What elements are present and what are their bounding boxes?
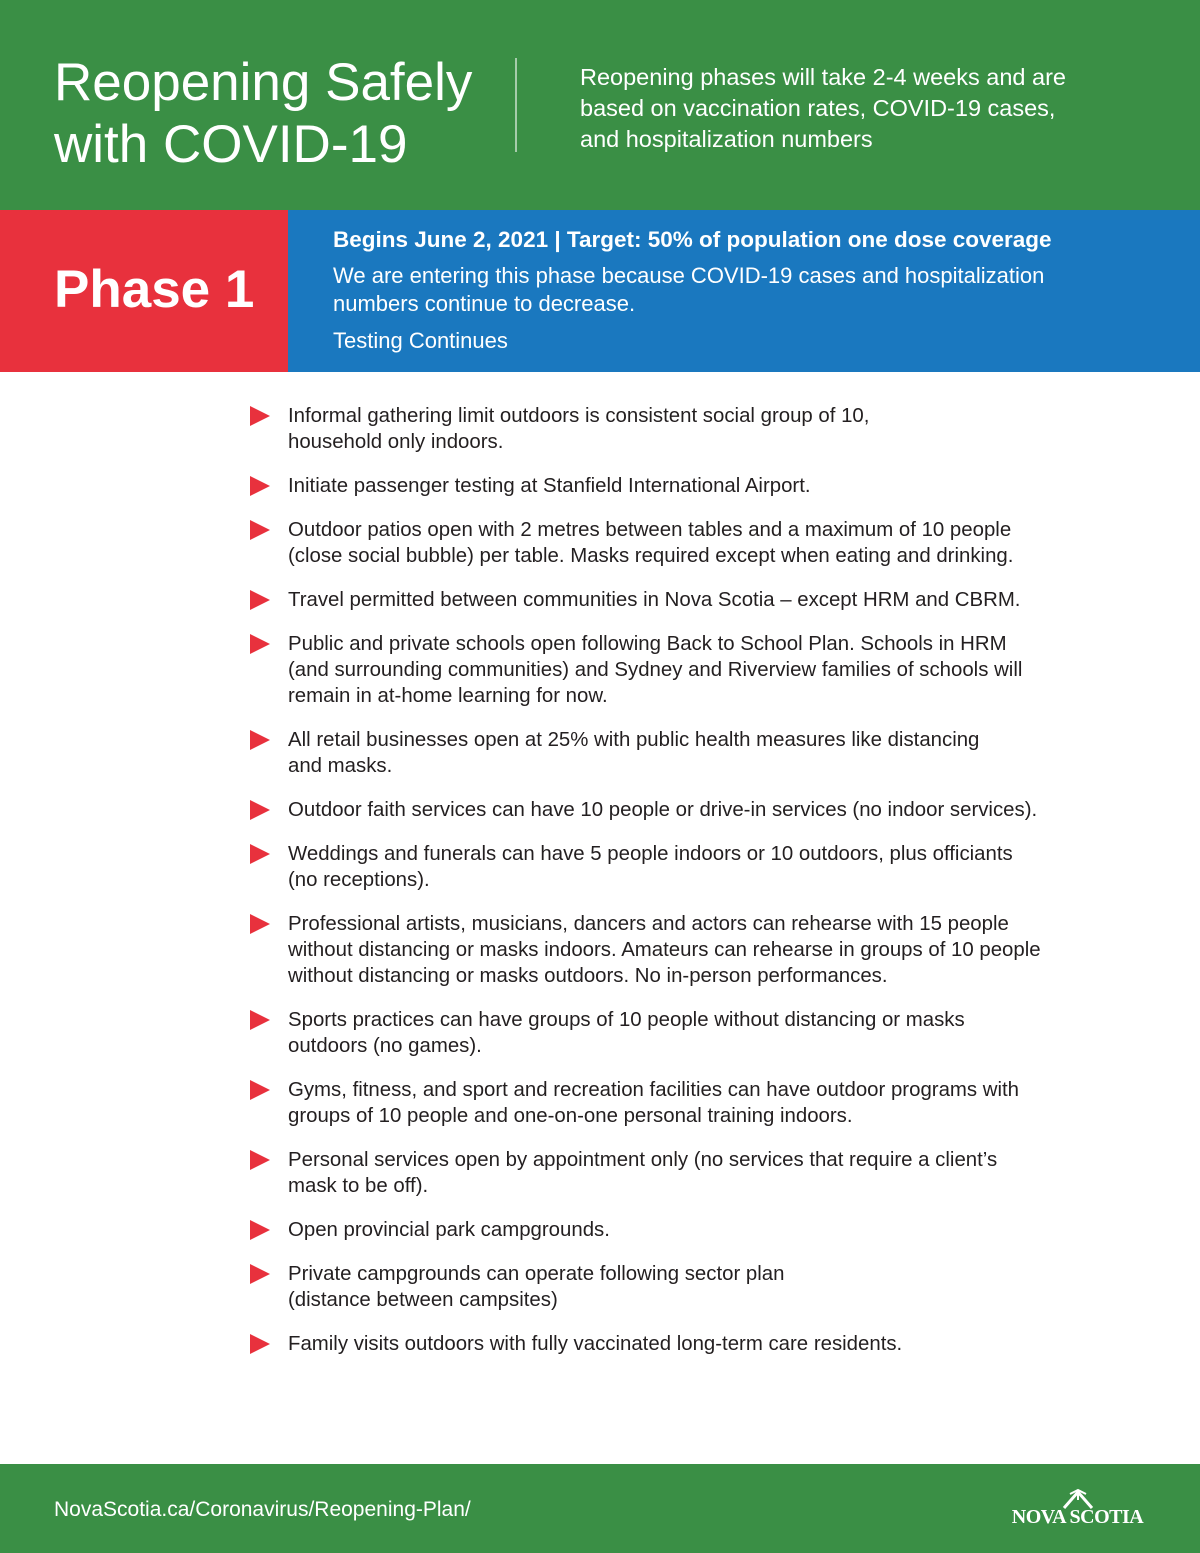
intro-line-1: Reopening phases will take 2-4 weeks and are (580, 64, 1066, 90)
list-item-text: (no receptions). (288, 869, 430, 891)
list-item-text: Family visits outdoors with fully vaccinated long-term care residents. (288, 1333, 903, 1355)
list-item-text: Personal services open by appointment only (no services that require a client’s (288, 1149, 998, 1171)
phase-reason-line-1: We are entering this phase because COVID-19 cases and hospitalization (333, 263, 1045, 288)
list-item-text: groups of 10 people and one-on-one personal training indoors. (288, 1105, 853, 1127)
bullet-arrow-icon (250, 1080, 270, 1100)
intro-line-2: based on vaccination rates, COVID-19 cases, (580, 95, 1056, 121)
list-item (250, 1331, 1120, 1357)
bullet-arrow-icon (250, 406, 270, 426)
bullet-arrow-icon (250, 1150, 270, 1170)
phase-note: Testing Continues (333, 328, 508, 353)
title-line-2: with COVID-19 (54, 115, 408, 174)
list-item-text: mask to be off). (288, 1175, 429, 1197)
list-item-text: remain in at-home learning for now. (288, 685, 608, 707)
phase-reason (333, 262, 1133, 318)
phase-label: Phase 1 (54, 260, 255, 319)
list-item-text: Open provincial park campgrounds. (288, 1219, 610, 1241)
bullet-arrow-icon (250, 590, 270, 610)
bullet-arrow-icon (250, 844, 270, 864)
bullet-arrow-icon (250, 1334, 270, 1354)
intro-text (580, 62, 1140, 155)
nova-scotia-logo (1005, 1488, 1150, 1528)
list-item (250, 1261, 1120, 1313)
footer-link[interactable]: NovaScotia.ca/Coronavirus/Reopening-Plan/ (54, 1498, 471, 1521)
list-item-text: (and surrounding communities) and Sydney and Riverview families of schools will (288, 659, 1023, 681)
list-item-text: household only indoors. (288, 431, 504, 453)
page-title (54, 52, 494, 176)
list-item (250, 797, 1120, 823)
phase-headline: Begins June 2, 2021 | Target: 50% of population one dose coverage (333, 227, 1052, 252)
list-item-text: Gyms, fitness, and sport and recreation facilities can have outdoor programs with (288, 1079, 1020, 1101)
list-item-text: Initiate passenger testing at Stanfield International Airport. (288, 475, 811, 497)
list-item (250, 727, 1120, 779)
list-item-text: Sports practices can have groups of 10 people without distancing or masks (288, 1009, 965, 1031)
list-item-text: Travel permitted between communities in Nova Scotia – except HRM and CBRM. (288, 589, 1021, 611)
header-divider (515, 58, 517, 152)
phase-reason-line-2: numbers continue to decrease. (333, 291, 636, 316)
list-item-text: All retail businesses open at 25% with public health measures like distancing (288, 729, 980, 751)
bullet-arrow-icon (250, 800, 270, 820)
list-item-text: Outdoor faith services can have 10 people or drive-in services (no indoor services). (288, 799, 1038, 821)
title-line-1: Reopening Safely (54, 53, 473, 112)
list-item-text: Private campgrounds can operate following sector plan (288, 1263, 785, 1285)
list-item-text: Outdoor patios open with 2 metres between tables and a maximum of 10 people (288, 519, 1012, 541)
list-item-text: (close social bubble) per table. Masks required except when eating and drinking. (288, 545, 1014, 567)
bullet-arrow-icon (250, 520, 270, 540)
intro-line-3: and hospitalization numbers (580, 126, 873, 152)
list-item-text: outdoors (no games). (288, 1035, 482, 1057)
list-item (250, 1077, 1120, 1129)
bullet-arrow-icon (250, 914, 270, 934)
bullet-arrow-icon (250, 476, 270, 496)
list-item (250, 911, 1120, 989)
list-item (250, 473, 1120, 499)
bullet-arrow-icon (250, 730, 270, 750)
list-item (250, 1147, 1120, 1199)
bullet-arrow-icon (250, 634, 270, 654)
list-item (250, 1007, 1120, 1059)
list-item-text: Professional artists, musicians, dancers and actors can rehearse with 15 people (288, 913, 1009, 935)
bullet-arrow-icon (250, 1220, 270, 1240)
list-item-text: without distancing or masks outdoors. No in-person performances. (288, 965, 888, 987)
list-item-text: (distance between campsites) (288, 1289, 558, 1311)
list-item (250, 517, 1120, 569)
list-item-text: and masks. (288, 755, 393, 777)
list-item-text: without distancing or masks indoors. Amateurs can rehearse in groups of 10 people (288, 939, 1041, 961)
list-item (250, 841, 1120, 893)
bullet-arrow-icon (250, 1264, 270, 1284)
list-item (250, 587, 1120, 613)
list-item (250, 403, 1120, 455)
list-item (250, 1217, 1120, 1243)
list-item (250, 631, 1120, 709)
list-item-text: Informal gathering limit outdoors is consistent social group of 10, (288, 405, 870, 427)
list-item-text: Public and private schools open following Back to School Plan. Schools in HRM (288, 633, 1007, 655)
list-item-text: Weddings and funerals can have 5 people indoors or 10 outdoors, plus officiants (288, 843, 1013, 865)
measures-list (250, 403, 1120, 1375)
bullet-arrow-icon (250, 1010, 270, 1030)
logo-wordmark: NOVA SCOTIA (1011, 1506, 1144, 1528)
